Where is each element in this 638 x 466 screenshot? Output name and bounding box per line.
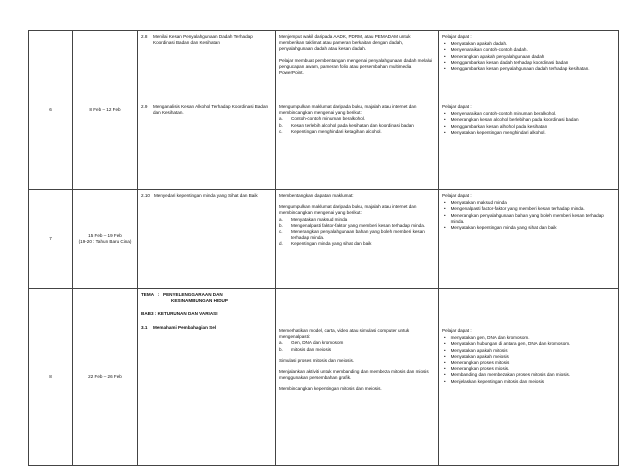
list-text: Contoh-contoh minuman beralkohol. bbox=[291, 116, 366, 122]
bullet-icon: • bbox=[444, 123, 446, 129]
topic-text: Memahami Pembahagian Sel bbox=[153, 324, 217, 330]
outcome-text: Menyatakan apakah meiosis bbox=[450, 353, 509, 359]
topic-item bbox=[141, 325, 272, 331]
topic-number: 2.8 bbox=[141, 34, 148, 39]
bullet-icon: • bbox=[444, 353, 446, 359]
bullet-icon: • bbox=[444, 335, 446, 341]
bullet-icon: • bbox=[444, 53, 446, 59]
week-cell: 7 bbox=[29, 190, 73, 289]
activity-list-item bbox=[279, 229, 435, 241]
bullet-icon: • bbox=[444, 347, 446, 353]
outcome-label: Pelajar dapat : bbox=[442, 328, 472, 333]
outcome-text: Menerangkan penyalahgunaan bahan yang boleh memberi kesan terhadap minda. bbox=[450, 212, 604, 224]
outcome-item bbox=[442, 130, 615, 136]
date-cell: 22 Feb – 26 Feb bbox=[73, 289, 138, 466]
outcome-text: Menerangkan proses miosis. bbox=[450, 366, 510, 372]
outcome-text: Menyatakan kepentingan menghindari alkohol. bbox=[450, 129, 546, 135]
activity-text: Mengumpulkan maklumat daripada buku, majalah atau internet dan membincangkan mengenai yang berikut: bbox=[279, 204, 417, 216]
theme-heading: TEMA : PENYELENGGARAAN DAN bbox=[141, 292, 223, 297]
list-marker: b. bbox=[279, 122, 283, 128]
list-text: Menyatakan maksud minda bbox=[291, 216, 348, 222]
outcome-text: Menyatakan maksud minda bbox=[450, 200, 507, 206]
topic-text: Menilai Kesan Penyalahgunaan Dadah Terhadap Koordinasi Badan dan Kesihatan bbox=[153, 34, 253, 46]
outcome-label: Pelajar dapat : bbox=[442, 34, 472, 39]
list-text: Menerangkan penyalahgunaan bahan yang boleh memberi kesan terhadap minda. bbox=[291, 229, 425, 241]
outcome-item bbox=[442, 66, 615, 72]
outcome-item bbox=[442, 379, 615, 385]
outcome-text: Menyenaraikan contoh-contoh minuman beralkohol. bbox=[450, 111, 557, 117]
bullet-icon: • bbox=[444, 129, 446, 135]
outcome-text: Menyatakan hubungan di antara gen, DNA dan kromosom. bbox=[450, 341, 571, 347]
outcome-text: Menyatakan kepentingan minda yang sihat dan baik bbox=[450, 225, 557, 231]
outcome-text: Menggambarkan kesan alhohol pada kesihatan bbox=[450, 123, 548, 129]
list-marker: a. bbox=[279, 216, 283, 222]
outcome-cell bbox=[439, 289, 619, 466]
outcome-label: Pelajar dapat : bbox=[442, 104, 472, 109]
date-cell: 15 Feb – 19 Feb (19-20 : Tahun Baru Cina) bbox=[73, 190, 138, 289]
bullet-icon: • bbox=[444, 117, 446, 123]
list-text: Mengenalpasti faktor-faktor yang memberi kesan terhadap minda. bbox=[291, 222, 426, 228]
topic-number: 3.1 bbox=[141, 324, 148, 330]
list-text: Kesan terlebih alcohol pada kesihatan dan koordinasi badan bbox=[291, 122, 414, 128]
table-row-week-6 bbox=[29, 31, 619, 190]
list-text: Kepentingan menghindari ketagihan alcohol. bbox=[291, 128, 382, 134]
topic-cell bbox=[138, 31, 276, 190]
outcome-text: Menggambarkan kesan penyalahgunaan dadah terhadap kesihatan. bbox=[450, 66, 590, 72]
table-row-week-7 bbox=[29, 190, 619, 289]
activity-text: Memerhatikan model, carta, video atau simulasi computer untuk mengenalpasti: bbox=[279, 328, 410, 340]
activity-cell bbox=[276, 31, 439, 190]
activity-cell bbox=[276, 190, 439, 289]
week-cell: 8 bbox=[29, 289, 73, 466]
outcome-text: Menggambarkan kesan dadah terhadap koordinasi badan bbox=[450, 59, 569, 65]
bullet-icon: • bbox=[444, 66, 446, 72]
bullet-icon: • bbox=[444, 200, 446, 206]
table-row-week-8 bbox=[29, 289, 619, 466]
list-text: Kepentingan minda yang sihat dan baik bbox=[291, 241, 372, 247]
list-marker: a. bbox=[279, 116, 283, 122]
bullet-icon: • bbox=[444, 206, 446, 212]
bullet-icon: • bbox=[444, 111, 446, 117]
list-marker: d. bbox=[279, 241, 283, 247]
activity-list-item bbox=[279, 347, 435, 353]
outcome-text: Menyatakan apakah dadah. bbox=[450, 41, 508, 47]
bullet-icon: • bbox=[444, 378, 446, 384]
outcome-text: Menjelaskan kepentingan mitosis dan meiosis bbox=[450, 378, 545, 384]
list-marker: c. bbox=[279, 229, 283, 235]
outcome-item bbox=[442, 225, 615, 231]
outcome-text: Mengenalpasti factor-faktor yang memberi kesan terhadap minda. bbox=[450, 206, 585, 212]
bullet-icon: • bbox=[444, 341, 446, 347]
activity-text: Pelajar membuat pembentangan mengenai penyalahgunaan dadah melalui pengucapan awam, pameran folio atau persembahan multimedia PowerPoint. bbox=[279, 57, 433, 76]
outcome-text: Menerangkan kesan alcohol berlebihan pada koordinasi badan bbox=[450, 117, 579, 123]
outcome-text: Menerangkan proses mitosis bbox=[450, 360, 510, 366]
bullet-icon: • bbox=[444, 47, 446, 53]
outcome-cell bbox=[439, 31, 619, 190]
outcome-text: Membanding dan membezakan proses mitosis dan miosis. bbox=[450, 372, 571, 378]
outcome-text: menyatakan gen, DNA dan kromosom. bbox=[450, 335, 530, 341]
bullet-icon: • bbox=[444, 212, 446, 218]
outcome-item bbox=[442, 213, 615, 225]
bullet-icon: • bbox=[444, 360, 446, 366]
list-marker: c. bbox=[279, 128, 283, 134]
week-cell: 6 bbox=[29, 31, 73, 190]
topic-text: Menganalisis Kesan Alkohol Terhadap Koordinasi Badan dan Kesihatan. bbox=[153, 104, 269, 116]
bullet-icon: • bbox=[444, 41, 446, 47]
activity-list-item bbox=[279, 241, 435, 247]
outcome-block bbox=[442, 104, 615, 136]
outcome-label: Pelajar dapat : bbox=[442, 193, 472, 198]
list-text: mitosis dan meiosis bbox=[291, 346, 332, 352]
bullet-icon: • bbox=[444, 366, 446, 372]
list-marker: a. bbox=[279, 340, 283, 346]
bullet-icon: • bbox=[444, 372, 446, 378]
activity-text: Mengumpulkan maklumat daripada buku, majalah atau internet dan membincangkan mengenai yang berikut: bbox=[279, 104, 417, 116]
outcome-block bbox=[442, 34, 615, 104]
date-cell: 8 Feb – 12 Feb bbox=[73, 31, 138, 190]
outcome-text: Menyatakan apakah mitosis bbox=[450, 347, 508, 353]
chapter-heading: BAB3 : KETURUNAN DAN VARIASI bbox=[141, 311, 218, 317]
list-text: Gen, DNA dan kromosom bbox=[291, 340, 344, 346]
lesson-plan-table bbox=[28, 30, 619, 466]
topic-item bbox=[141, 193, 272, 199]
topic-item bbox=[141, 104, 272, 116]
topic-text: Menyedari kepentingan minda yang Sihat dan Baik bbox=[153, 193, 258, 198]
activity-cell bbox=[276, 289, 439, 466]
list-marker: b. bbox=[279, 346, 283, 352]
topic-number: 2.9 bbox=[141, 104, 148, 109]
topic-item bbox=[141, 34, 272, 104]
activity-text: Simulasi proses mitosis dan meiosis. bbox=[279, 357, 355, 363]
activity-list-item bbox=[279, 129, 435, 135]
bullet-icon: • bbox=[444, 59, 446, 65]
outcome-text: Menyenaraikan contoh-contoh dadah. bbox=[450, 47, 528, 53]
activity-text: Menjemput wakil daripada AADK, PDRM, atau PEMADAM untuk memberikan taklimat atau pameran berkaitan dengan dadah, penyalahgunaan dadah atau kesan dadah. bbox=[279, 34, 411, 52]
topic-number: 2.10 bbox=[141, 193, 150, 198]
topic-cell bbox=[138, 289, 276, 466]
topic-cell bbox=[138, 190, 276, 289]
bullet-icon: • bbox=[444, 225, 446, 231]
activity-text: Menjalankan aktiviti untuk membanding dan membeza mitosis dan miosis menggunakan persembahan grafik. bbox=[279, 369, 429, 381]
activity-block bbox=[279, 34, 435, 104]
theme-heading-cont: KESINAMBUNGAN HIDUP bbox=[171, 298, 228, 304]
outcome-cell bbox=[439, 190, 619, 289]
outcome-text: Menerangkan apakah penyalahgunaan dadah bbox=[450, 53, 545, 59]
list-marker: b. bbox=[279, 222, 283, 228]
activity-text: Membentangkan dapatan maklumat: bbox=[279, 193, 354, 198]
activity-block bbox=[279, 104, 435, 135]
activity-text: Membincangkan kepentingan mitosis dan meiosis. bbox=[279, 386, 382, 392]
